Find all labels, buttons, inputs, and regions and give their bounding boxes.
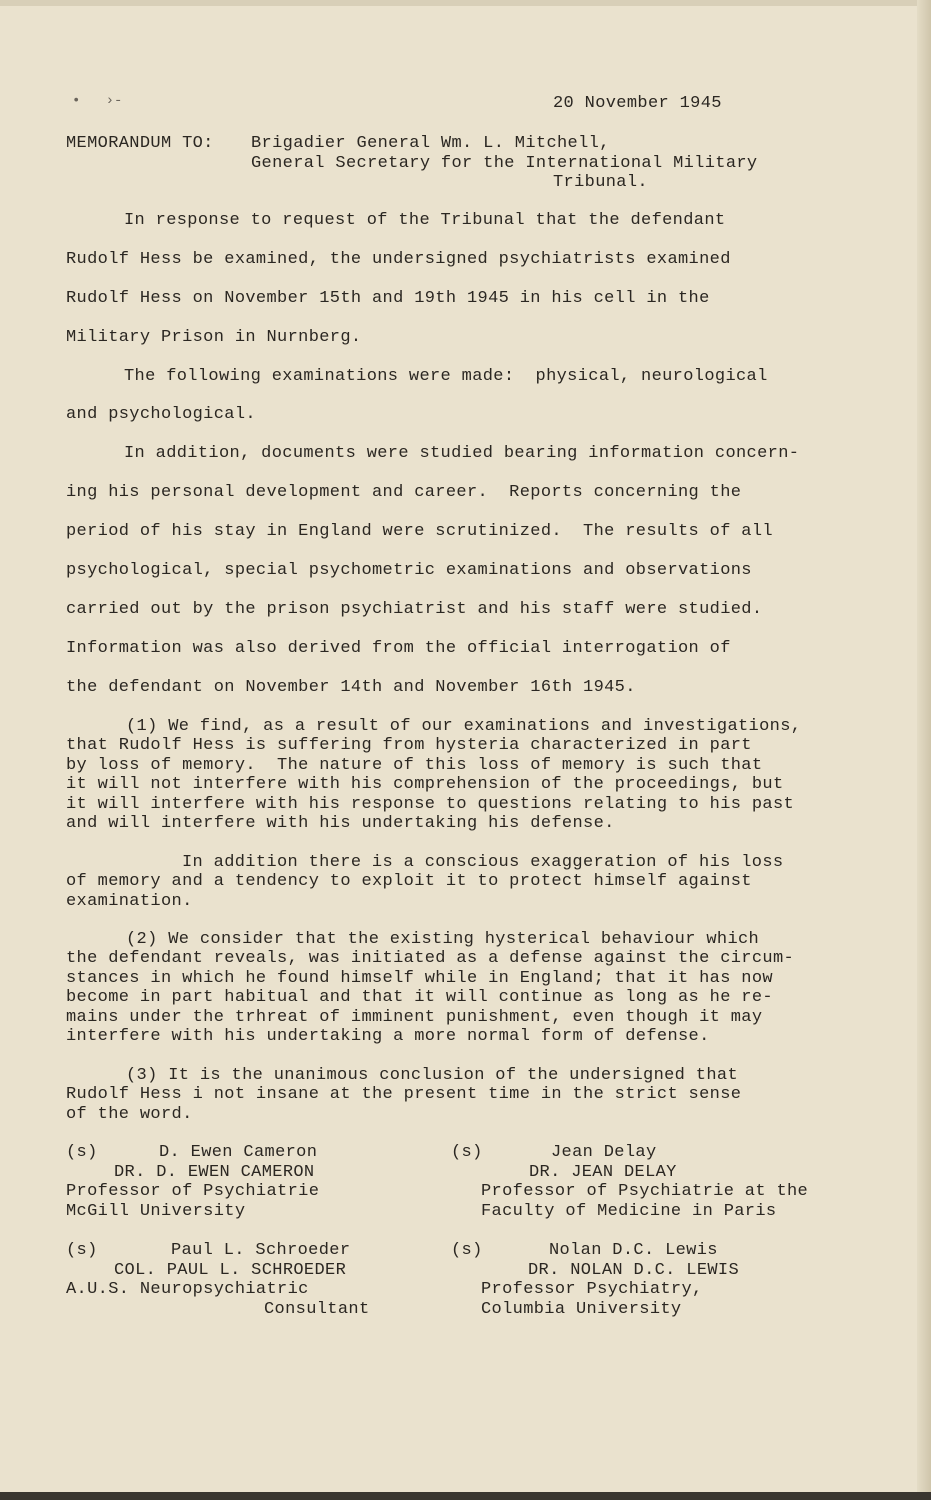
finding-line: by loss of memory. The nature of this loss of memory is such that [66, 756, 763, 775]
memo-label: MEMORANDUM TO: [66, 134, 214, 153]
signature-signed: Jean Delay [551, 1143, 657, 1162]
addressee-line: Tribunal. [553, 173, 648, 192]
signature-signed: Paul L. Schroeder [171, 1241, 351, 1260]
signatory-title: Professor of Psychiatrie at the [481, 1182, 809, 1201]
body-line: Rudolf Hess be examined, the undersigned psychiatrists examined [66, 250, 731, 269]
finding-line: of memory and a tendency to exploit it to protect himself against [66, 872, 752, 891]
paper-edge-right [917, 0, 931, 1500]
signature-marker: (s) [451, 1241, 483, 1260]
signature-signed: D. Ewen Cameron [159, 1143, 318, 1162]
memo-date: 20 November 1945 [553, 94, 722, 113]
finding-line: stances in which he found himself while in England; that it has now [66, 969, 773, 988]
signature-signed: Nolan D.C. Lewis [549, 1241, 718, 1260]
finding-line: (2) We consider that the existing hysterical behaviour which [126, 930, 760, 949]
finding-line: (1) We find, as a result of our examinations and investigations, [126, 717, 802, 736]
addressee-line: Brigadier General Wm. L. Mitchell, [251, 134, 610, 153]
body-line: the defendant on November 14th and November 16th 1945. [66, 678, 636, 697]
signatory-title: A.U.S. Neuropsychiatric [66, 1280, 309, 1299]
finding-line: and will interfere with his undertaking his defense. [66, 814, 615, 833]
finding-line: Rudolf Hess i not insane at the present time in the strict sense [66, 1085, 742, 1104]
finding-line: the defendant reveals, was initiated as a defense against the circum- [66, 949, 795, 968]
signatory-title: Faculty of Medicine in Paris [481, 1202, 777, 1221]
body-line: The following examinations were made: physical, neurological [124, 367, 768, 386]
finding-line: become in part habitual and that it will continue as long as he re- [66, 988, 773, 1007]
finding-line: that Rudolf Hess is suffering from hysteria characterized in part [66, 736, 752, 755]
signatory-title: Consultant [264, 1300, 370, 1319]
body-line: Information was also derived from the official interrogation of [66, 639, 731, 658]
body-line: period of his stay in England were scrutinized. The results of all [66, 522, 773, 541]
body-line: and psychological. [66, 405, 256, 424]
body-line: carried out by the prison psychiatrist and his staff were studied. [66, 600, 763, 619]
signatory-title: Professor of Psychiatrie [66, 1182, 320, 1201]
body-line: Rudolf Hess on November 15th and 19th 1945 in his cell in the [66, 289, 710, 308]
body-line: Military Prison in Nurnberg. [66, 328, 362, 347]
signature-marker: (s) [451, 1143, 483, 1162]
addressee-line: General Secretary for the International Military [251, 154, 758, 173]
signatory-name: DR. NOLAN D.C. LEWIS [528, 1261, 740, 1280]
finding-line: examination. [66, 892, 193, 911]
signature-marker: (s) [66, 1143, 98, 1162]
finding-line: of the word. [66, 1105, 193, 1124]
signatory-name: COL. PAUL L. SCHROEDER [114, 1261, 347, 1280]
finding-line: it will not interfere with his comprehension of the proceedings, but [66, 775, 784, 794]
signatory-title: Professor Psychiatry, [481, 1280, 703, 1299]
body-line: psychological, special psychometric examinations and observations [66, 561, 752, 580]
signatory-name: DR. JEAN DELAY [529, 1163, 677, 1182]
finding-line: interfere with his undertaking a more normal form of defense. [66, 1027, 710, 1046]
body-line: In response to request of the Tribunal that the defendant [124, 211, 726, 230]
stray-mark-icon: • ›- [72, 93, 123, 109]
finding-line: (3) It is the unanimous conclusion of the undersigned that [126, 1066, 738, 1085]
signature-marker: (s) [66, 1241, 98, 1260]
signatory-title: Columbia University [481, 1300, 682, 1319]
signatory-name: DR. D. EWEN CAMERON [114, 1163, 315, 1182]
finding-line: In addition there is a conscious exaggeration of his loss [182, 853, 784, 872]
signatory-title: McGill University [66, 1202, 246, 1221]
finding-line: mains under the trhreat of imminent punishment, even though it may [66, 1008, 763, 1027]
paper-edge-top [0, 0, 931, 6]
finding-line: it will interfere with his response to questions relating to his past [66, 795, 795, 814]
body-line: ing his personal development and career. Reports concerning the [66, 483, 742, 502]
body-line: In addition, documents were studied bearing information concern- [124, 444, 800, 463]
paper-edge-bottom [0, 1492, 931, 1500]
